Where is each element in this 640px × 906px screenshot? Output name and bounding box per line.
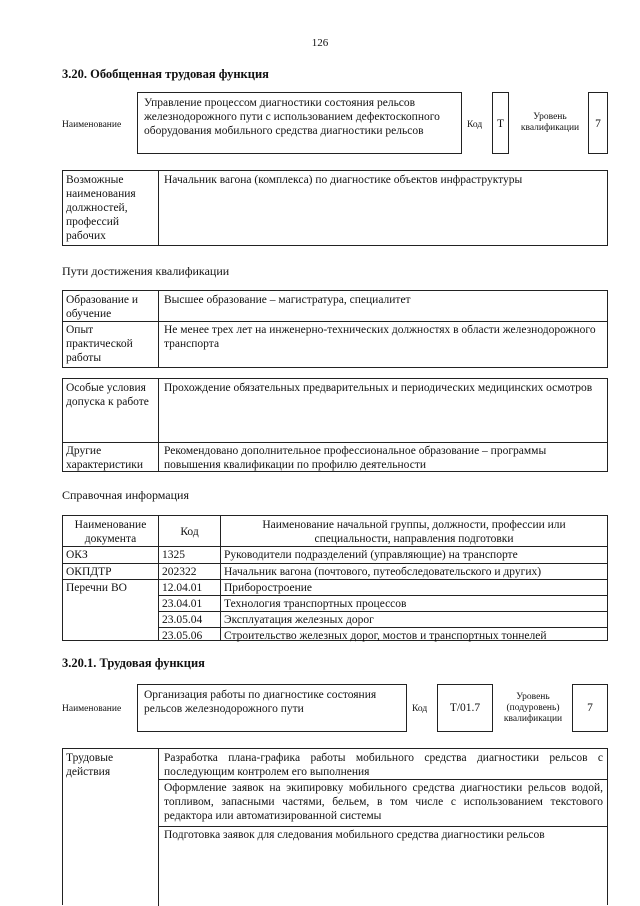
reference-row-doc: ОКЗ xyxy=(66,549,88,561)
subsection-title: 3.20.1. Трудовая функция xyxy=(62,656,205,670)
reference-row-name: Эксплуатация железных дорог xyxy=(224,614,374,626)
level-box xyxy=(588,92,608,154)
reference-row-code: 23.05.06 xyxy=(162,630,203,642)
education-label: Образование и обучение xyxy=(66,294,139,320)
sub-name-box xyxy=(137,684,407,732)
positions-label: Возможные наименования должностей, профессий рабочих xyxy=(66,174,136,242)
action-item: Оформление заявок на экипировку мобильного средства диагностики рельсов водой, топливом, запасными частями, бельем, в том числе с использованием текстового редактора или автоматизированной системы xyxy=(164,782,603,822)
sub-name-value: Организация работы по диагностике состояния рельсов железнодорожного пути xyxy=(144,689,377,715)
sub-level-label: Уровень (подуровень) квалификации xyxy=(503,692,563,724)
admission-label: Особые условия допуска к работе xyxy=(66,382,149,408)
reference-header-code: Код xyxy=(180,526,199,538)
code-value: Т xyxy=(496,118,505,130)
sub-name-label: Наименование xyxy=(62,704,122,714)
other-label: Другие характеристики xyxy=(66,445,144,471)
reference-row-name: Начальник вагона (почтового, путеобследовательского и других) xyxy=(224,566,542,578)
sub-level-value: 7 xyxy=(587,702,593,714)
sub-level-box xyxy=(572,684,608,732)
code-box xyxy=(492,92,509,154)
experience-value: Не менее трех лет на инженерно-технических должностях в области железнодорожного транспорта xyxy=(164,324,596,350)
conditions-table xyxy=(62,378,608,472)
reference-row-name: Технология транспортных процессов xyxy=(224,598,407,610)
reference-row-name: Строительство железных дорог, мостов и транспортных тоннелей xyxy=(224,630,547,642)
reference-row-code: 1325 xyxy=(162,549,185,561)
reference-row-doc: ОКПДТР xyxy=(66,566,112,578)
reference-row-doc: Перечни ВО xyxy=(66,582,127,594)
name-label: Наименование xyxy=(62,120,122,130)
actions-table xyxy=(62,748,608,905)
reference-header-name: Наименование начальной группы, должности, профессии или специальности, направления подготовки xyxy=(262,519,566,545)
other-value: Рекомендовано дополнительное профессиональное образование – программы повышения квалификации по профилю деятельности xyxy=(164,445,547,471)
positions-table xyxy=(62,170,608,246)
code-label: Код xyxy=(467,120,483,130)
paths-table xyxy=(62,290,608,368)
sub-code-box xyxy=(437,684,493,732)
reference-row-code: 202322 xyxy=(162,566,197,578)
action-item: Подготовка заявок для следования мобильного средства диагностики рельсов xyxy=(164,829,545,841)
action-item: Разработка плана-графика работы мобильного средства диагностики рельсов с последующим контролем его выполнения xyxy=(164,752,603,778)
section-title: 3.20. Обобщенная трудовая функция xyxy=(62,67,269,81)
reference-row-name: Приборостроение xyxy=(224,582,313,594)
reference-row-code: 12.04.01 xyxy=(162,582,203,594)
paths-title: Пути достижения квалификации xyxy=(62,264,230,278)
page-number: 126 xyxy=(311,37,329,49)
reference-row-code: 23.04.01 xyxy=(162,598,203,610)
actions-label: Трудовые действия xyxy=(66,752,114,778)
name-value: Управление процессом диагностики состояния рельсов железнодорожного пути с использованием дефектоскопного оборудования мобильного средства диагностики рельсов xyxy=(144,97,440,137)
reference-row-code: 23.05.04 xyxy=(162,614,203,626)
admission-value: Прохождение обязательных предварительных и периодических медицинских осмотров xyxy=(164,382,593,394)
positions-value: Начальник вагона (комплекса) по диагностике объектов инфраструктуры xyxy=(164,174,523,186)
sub-code-label: Код xyxy=(412,704,428,714)
level-value: 7 xyxy=(595,118,601,130)
sub-code-value: T/01.7 xyxy=(449,702,481,714)
reference-table xyxy=(62,515,608,641)
experience-label: Опыт практической работы xyxy=(66,324,133,364)
reference-title: Справочная информация xyxy=(62,488,189,502)
education-value: Высшее образование – магистратура, специалитет xyxy=(164,294,411,306)
reference-header-doc: Наименование документа xyxy=(74,519,147,545)
level-label: Уровень квалификации xyxy=(520,112,580,133)
reference-row-name: Руководители подразделений (управляющие) на транспорте xyxy=(224,549,518,561)
name-box xyxy=(137,92,462,154)
